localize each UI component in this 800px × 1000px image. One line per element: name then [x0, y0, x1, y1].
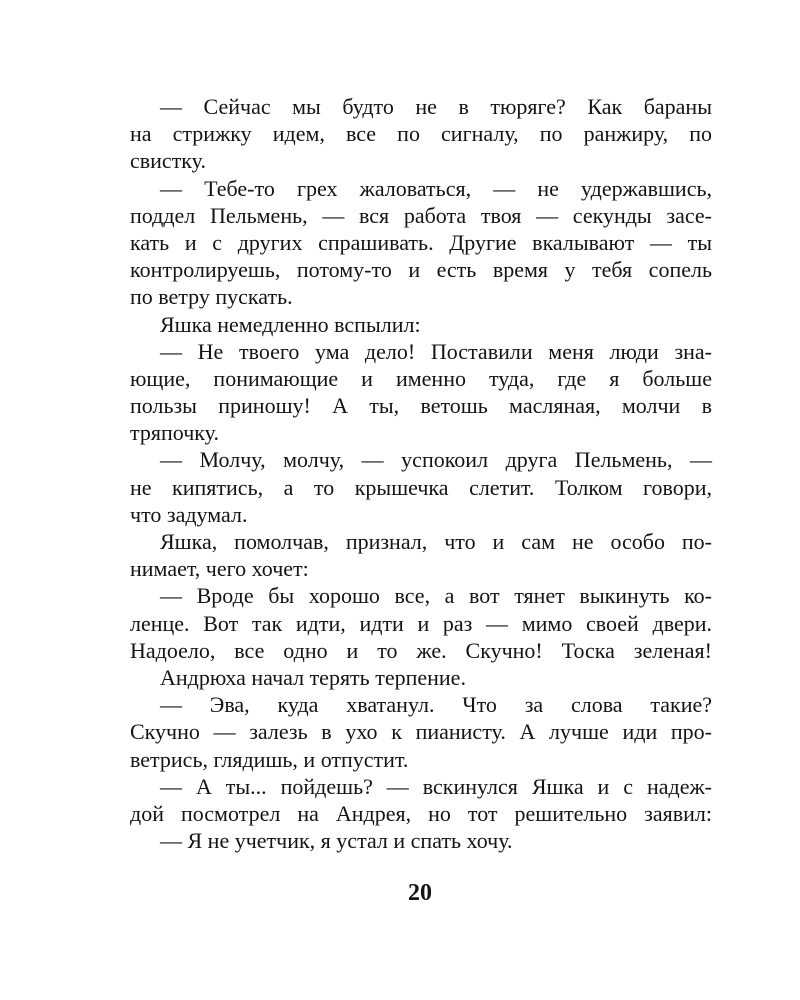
text-line: кать и с других спрашивать. Другие вкалывают — ты [130, 229, 712, 255]
text-line: — Сейчас мы будто не в тюряге? Как бараны [160, 94, 712, 119]
text-line: свистку. [130, 148, 206, 174]
text-line: Яшка, помолчав, признал, что и сам не особо по- [160, 529, 712, 554]
text-line: — Я не учетчик, я устал и спать хочу. [160, 828, 513, 854]
text-line: — Не твоего ума дело! Поставили меня люди зна- [160, 338, 712, 364]
text-line: дой посмотрел на Андрея, но тот решительно заявил: [130, 800, 712, 826]
text-line: — Эва, куда хватанул. Что за слова такие? [160, 692, 712, 718]
text-line: тряпочку. [130, 420, 219, 446]
text-line: контролируешь, потому-то и есть время у тебя сопель [130, 257, 712, 283]
text-line: — Тебе-то грех жаловаться, — не удержавшись, [160, 175, 712, 201]
text-line: ющие, понимающие и именно туда, где я больше [130, 365, 712, 391]
text-line: — Молчу, молчу, — успокоил друга Пельмень, — [160, 447, 712, 473]
text-line: Яшка немедленно вспылил: [160, 311, 421, 337]
text-line: не кипятись, а то крышечка слетит. Толком говори, [130, 474, 712, 500]
text-line: поддел Пельмень, — вся работа твоя — секунды засе- [130, 202, 712, 228]
page-number: 20 [408, 880, 432, 906]
text-line: пользы приношу! А ты, ветошь масляная, молчи в [130, 393, 712, 419]
text-line: Андрюха начал терять терпение. [160, 664, 466, 690]
text-line: ленце. Вот так идти, идти и раз — мимо своей двери. [130, 610, 712, 636]
text-line: Надоело, все одно и то же. Скучно! Тоска зеленая! [130, 637, 712, 663]
body-text [130, 93, 712, 854]
text-line: — А ты... пойдешь? — вскинулся Яшка и с надеж- [160, 773, 712, 799]
text-line: Скучно — залезь в ухо к пианисту. А лучше иди про- [130, 719, 712, 745]
text-line: ветрись, глядишь, и отпустит. [130, 746, 409, 772]
text-line: — Вроде бы хорошо все, а вот тянет выкинуть ко- [160, 583, 712, 609]
text-line: нимает, чего хочет: [130, 556, 309, 582]
text-line: что задумал. [130, 501, 248, 527]
text-line: на стрижку идем, все по сигналу, по ранжиру, по [130, 121, 712, 147]
text-line: по ветру пускать. [130, 284, 293, 310]
